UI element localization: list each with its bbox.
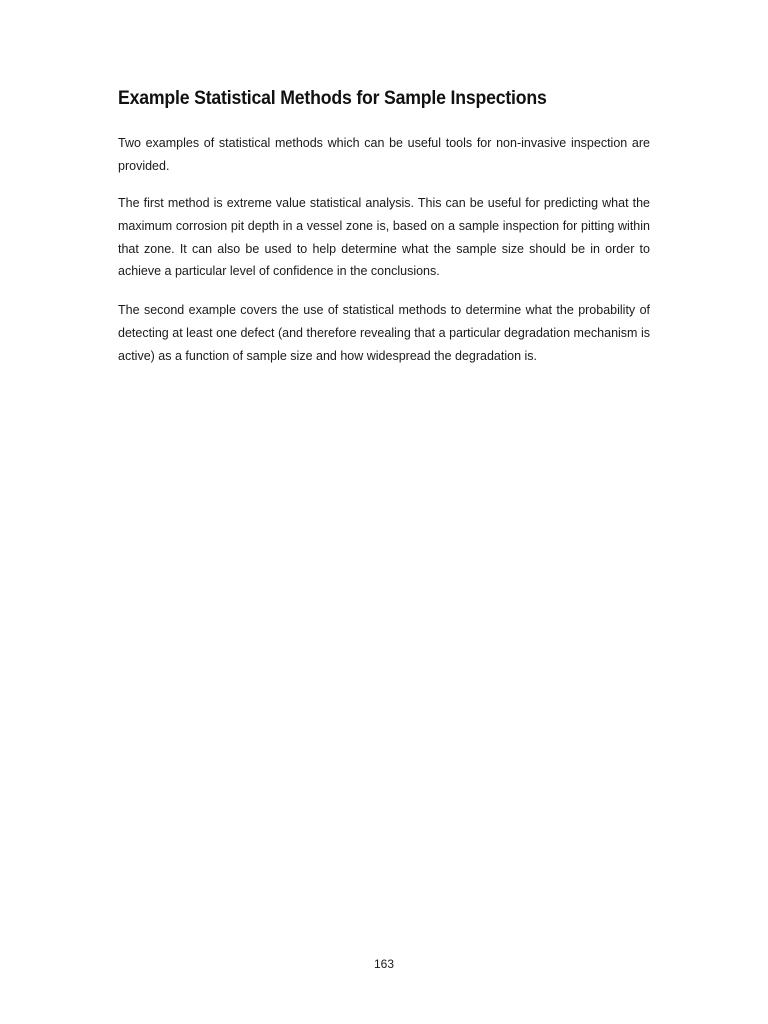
page-heading: Example Statistical Methods for Sample Inspections (118, 88, 547, 109)
paragraph-intro: Two examples of statistical methods which can be useful tools for non-invasive inspection are provided. (118, 136, 650, 173)
page-number: 163 (373, 957, 395, 971)
paragraph-extreme-value-method: The first method is extreme value statistical analysis. This can be useful for predicting what the maximum corrosion pit depth in a vessel zone is, based on a sample inspection for pitting within that zone. It can also be used to help determine what the sample size should be in order to achieve a particular level of confidence in the conclusions. (118, 196, 650, 279)
paragraph-probability-method: The second example covers the use of statistical methods to determine what the probability of detecting at least one defect (and therefore revealing that a particular degradation mechanism is active) as a function of sample size and how widespread the degradation is. (118, 303, 650, 363)
